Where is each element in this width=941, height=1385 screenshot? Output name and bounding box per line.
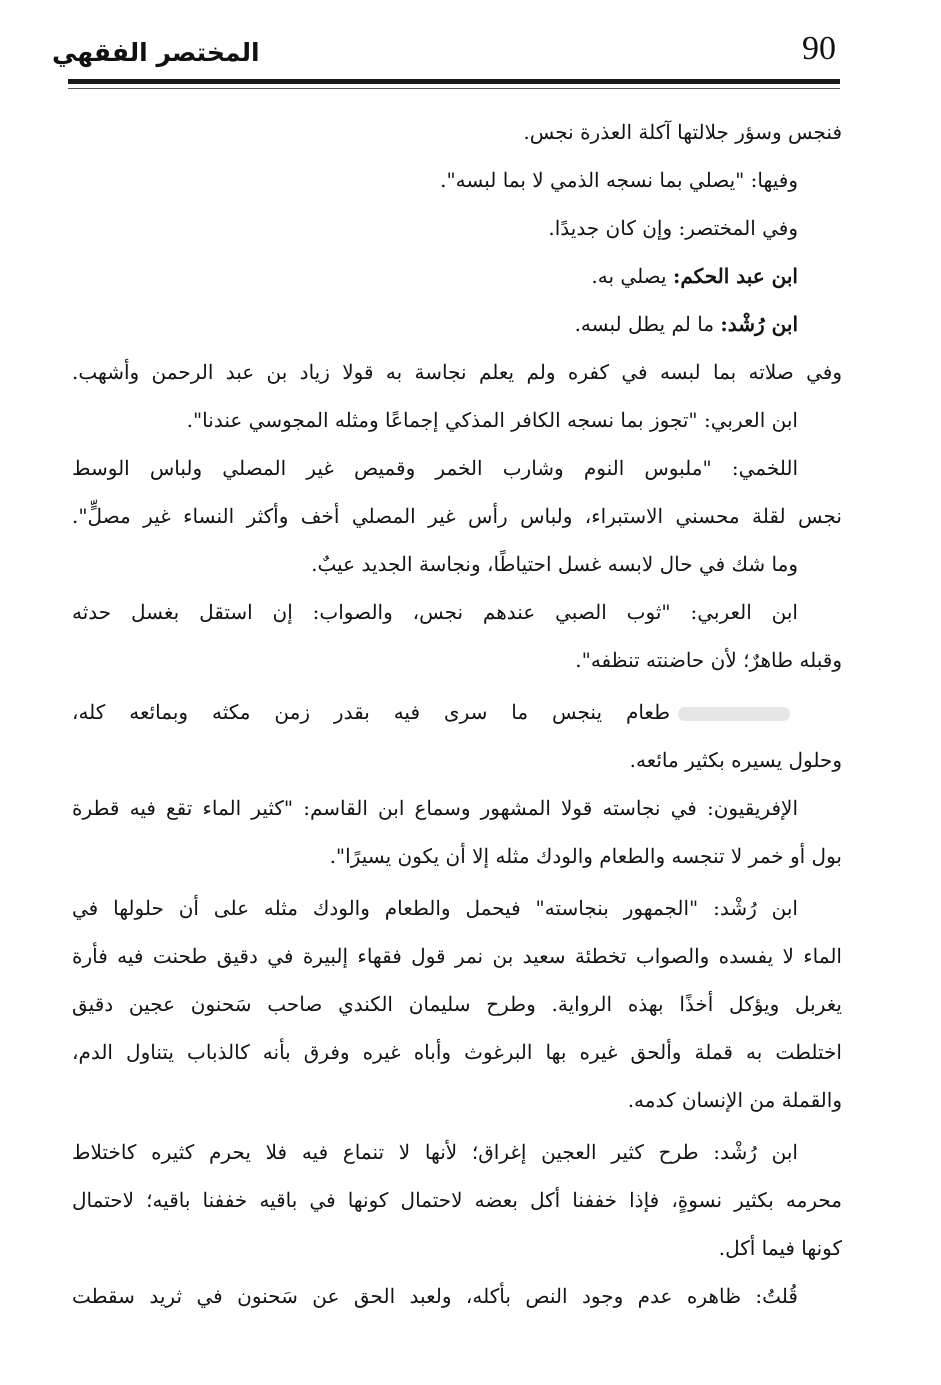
quoted-scholar: ابن عبد الحكم: [672,264,798,288]
text-line: فنجس وسؤر جلالتها آكلة العذرة نجس. [523,120,842,144]
header-rule-thin [68,88,840,89]
text-line: كونها فيما أكل. [718,1236,842,1260]
book-title: المختصر الفقهي [52,38,260,67]
quoted-scholar: ابن رُشْد: [720,312,798,336]
text-line: الإفريقيون: في نجاسته قولا المشهور وسماع ابن القاسم: "كثير الماء تقع فيه قطرة [72,796,798,820]
text-line: ابن عبد الحكم: يصلي به. [591,264,798,288]
page-number: 90 [802,30,836,67]
page-header [0,0,941,100]
text-line: الماء لا يفسده والصواب تخطئة سعيد بن نمر قول فقهاء إلبيرة في دقيق طحنت فيه فأرة [72,944,842,968]
text-line: بول أو خمر لا تنجسه والطعام والودك مثله إلا أن يكون يسيرًا". [329,844,842,868]
text-line: وقبله طاهرٌ؛ لأن حاضنته تنظفه". [575,648,842,672]
text-line: والقملة من الإنسان كدمه. [627,1088,842,1112]
text-line: ابن رُشْد: ما لم يطل لبسه. [574,312,798,336]
text-line: وما شك في حال لابسه غسل احتياطًا، ونجاسة الجديد عيبٌ. [311,552,798,576]
text-line: ابن العربي: "ثوب الصبي عندهم نجس، والصواب: إن استقل بغسل حدثه [72,600,798,624]
text-line: ابن العربي: "تجوز بما نسجه الكافر المذكي إجماعًا ومثله المجوسي عندنا". [186,408,798,432]
text-line: اختلطت به قملة وألحق غيره بها البرغوث وأباه غيره وفرق بأنه كالذباب يتناول الدم، [72,1040,842,1064]
text-line: يغربل ويؤكل أخذًا بهذه الرواية. وطرح سليمان الكندي صاحب سَحنون عجين دقيق [72,992,842,1016]
text-line: نجس لقلة محسني الاستبراء، ولباس رأس غير المصلي أخف وأكثر النساء غير مصلٍّ". [72,504,842,528]
header-rule-thick [68,79,840,84]
text-line: وفي صلاته بما لبسه في كفره ولم يعلم نجاسة به قولا زياد بن عبد الرحمن وأشهب. [72,360,842,384]
text-line: وحلول يسيره بكثير مائعه. [629,748,842,772]
text-line: محرمه بكثير نسوةٍ، فإذا خففنا أكل بعضه لاحتمال كونها في باقيه خففنا باقيه؛ لاحتمال [72,1188,842,1212]
text-line: اللخمي: "ملبوس النوم وشارب الخمر وقميص غير المصلي ولباس الوسط [72,456,798,480]
text-line: ابن رُشْد: طرح كثير العجين إغراق؛ لأنها لا تنماع فيه فلا يحرم كثيره كاختلاط [72,1140,798,1164]
text-line: قُلتُ: ظاهره عدم وجود النص بأكله، ولعبد الحق عن سَحنون في ثريد سقطت [72,1284,798,1308]
text-line: وفيها: "يصلي بما نسجه الذمي لا بما لبسه". [440,168,798,192]
text-line: ابن رُشْد: "الجمهور بنجاسته" فيحمل والطعام والودك مثله على أن حلولها في [72,896,798,920]
text-line: طعام ينجس ما سرى فيه بقدر زمن مكثه وبمائعه كله، [72,688,798,736]
text-line: وفي المختصر: وإن كان جديدًا. [548,216,798,240]
faded-print [678,707,790,721]
